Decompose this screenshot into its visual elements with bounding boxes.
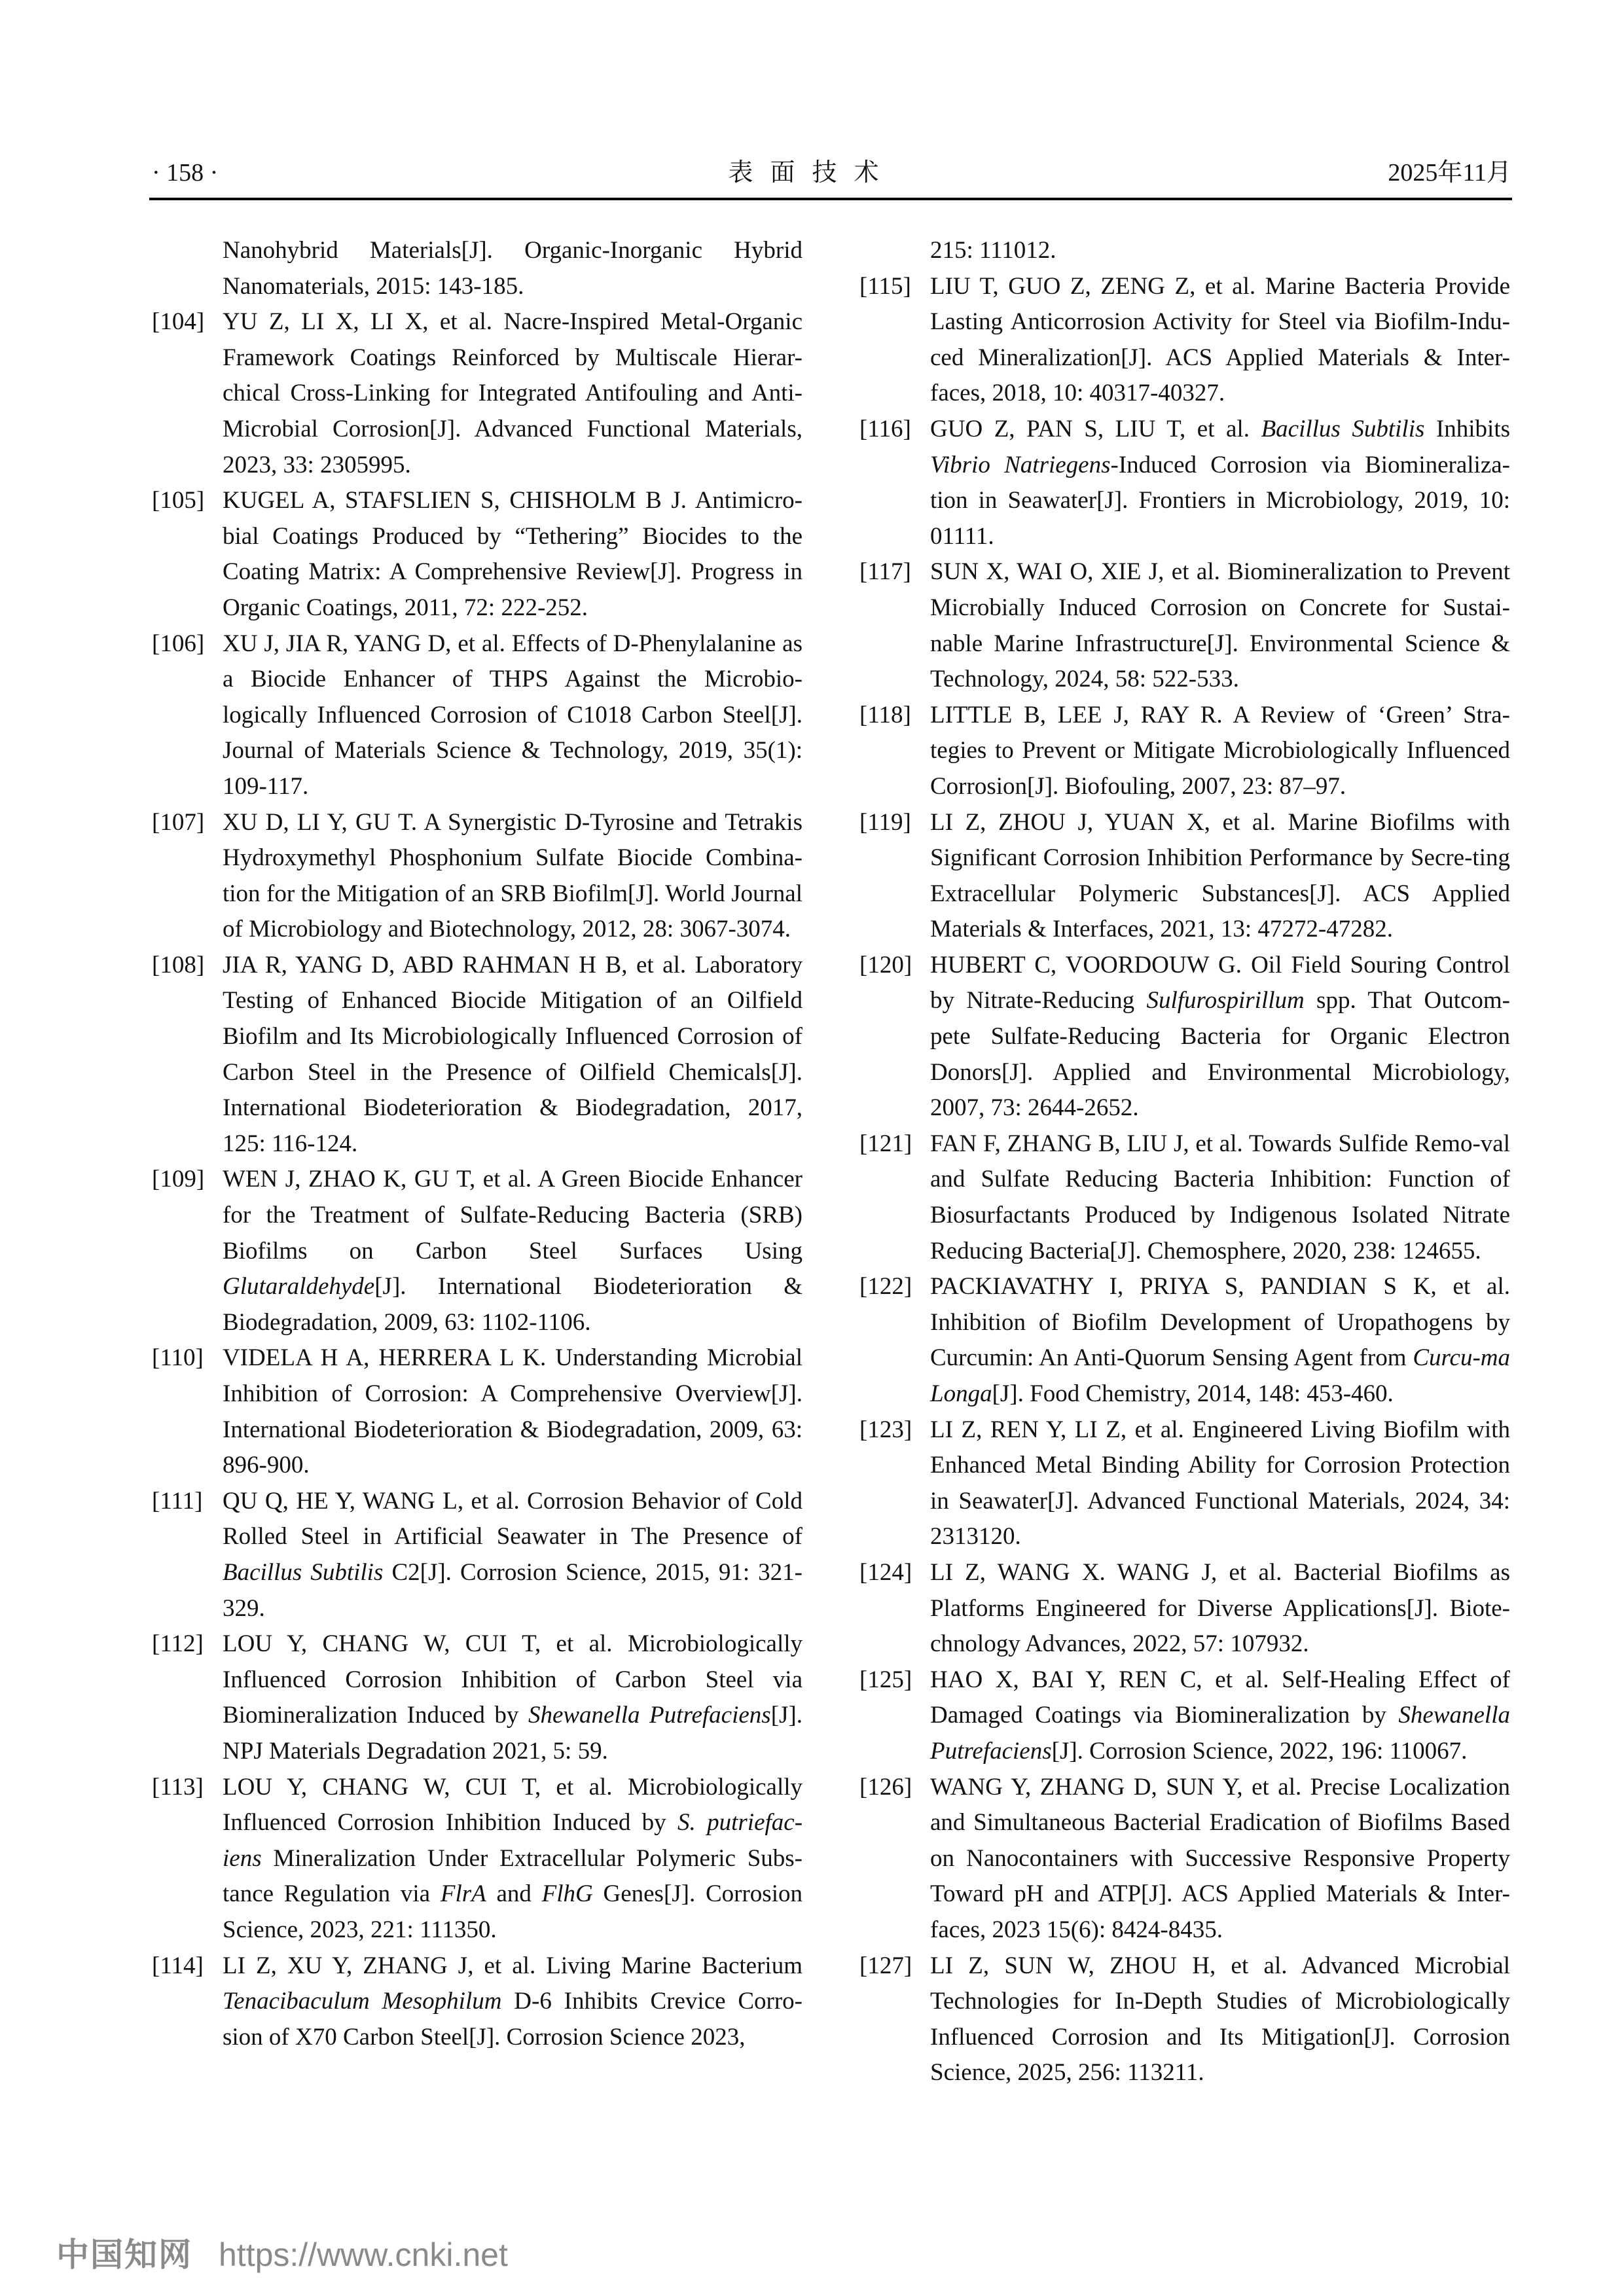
reference-entry bbox=[152, 1484, 803, 1626]
reference-text-segment: VIDELA H A, HERRERA L K. Understanding Microbial Inhibition of Corrosion: A Comprehensive Overview[J]. International Biodeterioration & Biodegradation, 2009, 63: 896-900. bbox=[223, 1344, 803, 1479]
issue-date: 2025年11月 bbox=[1388, 159, 1511, 187]
reference-entry bbox=[152, 1770, 803, 1948]
reference-entry bbox=[859, 698, 1510, 805]
italic-term: Shewanella Putrefaciens bbox=[930, 1702, 1510, 1765]
reference-text-segment: Genes[J]. Corrosion Science, 2023, 221: 111350. bbox=[223, 1880, 803, 1943]
reference-text bbox=[223, 304, 803, 483]
reference-text-segment: LIU T, GUO Z, ZENG Z, et al. Marine Bacteria Provide Lasting Anticorrosion Activity for Steel via Biofilm-Indu-ced Mineralization[J]. ACS Applied Materials & Inter-faces, 2018, 10: 40317-40327. bbox=[930, 272, 1510, 407]
reference-text bbox=[930, 1770, 1510, 1948]
reference-entry bbox=[859, 1770, 1510, 1948]
reference-entry bbox=[152, 626, 803, 805]
reference-number: [107] bbox=[152, 808, 205, 836]
reference-text bbox=[223, 483, 803, 626]
reference-number: [112] bbox=[152, 1630, 204, 1658]
reference-text bbox=[930, 948, 1510, 1126]
reference-number: [115] bbox=[859, 272, 911, 300]
reference-entry bbox=[859, 948, 1510, 1126]
reference-entry bbox=[152, 483, 803, 626]
reference-text-segment: Nanohybrid Materials[J]. Organic-Inorganic Hybrid Nanomaterials, 2015: 143-185. bbox=[223, 237, 803, 300]
reference-text bbox=[223, 948, 803, 1162]
reference-text-segment: QU Q, HE Y, WANG L, et al. Corrosion Behavior of Cold Rolled Steel in Artificial Seawater in The Presence of bbox=[223, 1487, 803, 1551]
reference-text bbox=[223, 1340, 803, 1483]
reference-number: [122] bbox=[859, 1273, 912, 1300]
reference-entry bbox=[152, 304, 803, 483]
reference-entry bbox=[859, 1555, 1510, 1662]
reference-text-segment: [J]. Food Chemistry, 2014, 148: 453-460. bbox=[992, 1380, 1394, 1407]
reference-text-segment: and bbox=[486, 1880, 542, 1908]
reference-text bbox=[930, 1662, 1510, 1770]
reference-entry bbox=[152, 1948, 803, 2056]
reference-number: [105] bbox=[152, 487, 205, 514]
italic-term: Bacillus Subtilis bbox=[1261, 415, 1425, 442]
reference-text bbox=[930, 1126, 1510, 1269]
italic-term: FlhG bbox=[541, 1880, 593, 1908]
italic-term: Shewanella Putrefaciens bbox=[528, 1702, 771, 1729]
reference-number: [127] bbox=[859, 1952, 912, 1979]
reference-text bbox=[930, 1269, 1510, 1412]
reference-text bbox=[223, 626, 803, 805]
italic-term: Vibrio Natriegens bbox=[930, 451, 1111, 478]
reference-text-segment: [J]. NPJ Materials Degradation 2021, 5: 59. bbox=[223, 1702, 803, 1765]
reference-text-segment: GUO Z, PAN S, LIU T, et al. bbox=[930, 415, 1261, 442]
journal-title: 表面技术 bbox=[728, 159, 896, 187]
reference-text-segment: YU Z, LI X, LI X, et al. Nacre-Inspired Metal-Organic Framework Coatings Reinforced by Multiscale Hierar-chical Cross-Linking for Integrated Antifouling and Anti-Microbial Corrosion[J]. Advanced Functional Materials, 2023, 33: 2305995. bbox=[223, 308, 803, 478]
reference-number: [117] bbox=[859, 558, 911, 586]
reference-text bbox=[930, 412, 1510, 554]
reference-text bbox=[930, 1412, 1510, 1555]
reference-text-segment: D-6 Inhibits Crevice Corro-sion of X70 Carbon Steel[J]. Corrosion Science 2023, bbox=[223, 1988, 803, 2051]
reference-text-segment: HUBERT C, VOORDOUW G. Oil Field Souring Control by Nitrate-Reducing bbox=[930, 951, 1510, 1014]
reference-text-segment: WANG Y, ZHANG D, SUN Y, et al. Precise Localization and Simultaneous Bacterial Eradication of Biofilms Based on Nanocontainers with Successive Responsive Property Toward pH and ATP[J]. ACS Applied Materials & Inter-faces, 2023 15(6): 8424-8435. bbox=[930, 1773, 1510, 1943]
reference-text bbox=[930, 805, 1510, 948]
reference-text-segment: [J]. Corrosion Science, 2022, 196: 110067. bbox=[1051, 1737, 1468, 1765]
cnki-url[interactable]: https://www.cnki.net bbox=[219, 2236, 508, 2273]
reference-number: [120] bbox=[859, 951, 912, 978]
reference-entry bbox=[152, 1340, 803, 1483]
reference-text-segment: SUN X, WAI O, XIE J, et al. Biomineralization to Prevent Microbially Induced Corrosion on Concrete for Sustai-nable Marine Infrastructure[J]. Environmental Science & Technology, 2024, 58: 522-533. bbox=[930, 558, 1510, 693]
reference-number: [106] bbox=[152, 630, 205, 657]
header-rule bbox=[149, 198, 1512, 200]
references-right-column bbox=[859, 233, 1510, 2091]
reference-entry bbox=[859, 805, 1510, 948]
reference-number: [113] bbox=[152, 1773, 204, 1801]
reference-text-segment: LI Z, WANG X. WANG J, et al. Bacterial Biofilms as Platforms Engineered for Diverse Applications[J]. Biote-chnology Advances, 2022, 57: 107932. bbox=[930, 1558, 1510, 1658]
reference-entry bbox=[859, 269, 1510, 412]
reference-text bbox=[930, 554, 1510, 697]
reference-text-segment: C2[J]. Corrosion Science, 2015, 91: 321-329. bbox=[223, 1558, 803, 1622]
reference-text-segment: PACKIAVATHY I, PRIYA S, PANDIAN S K, et al. Inhibition of Biofilm Development of Uropathogens by Curcumin: An Anti-Quorum Sensing Agent from bbox=[930, 1273, 1510, 1372]
reference-text-segment: 215: 111012. bbox=[930, 237, 1056, 264]
reference-number: [104] bbox=[152, 308, 205, 336]
reference-text-segment: spp. That Outcom-pete Sulfate-Reducing Bacteria for Organic Electron Donors[J]. Applied and Environmental Microbiology, 2007, 73: 2644-2652. bbox=[930, 987, 1510, 1122]
reference-entry bbox=[859, 412, 1510, 554]
reference-text bbox=[930, 269, 1510, 412]
reference-text-segment: HAO X, BAI Y, REN C, et al. Self-Healing Effect of Damaged Coatings via Biomineralization by bbox=[930, 1666, 1510, 1729]
italic-term: Sulfurospirillum bbox=[1146, 987, 1305, 1014]
reference-text bbox=[930, 233, 1510, 269]
reference-text-segment: JIA R, YANG D, ABD RAHMAN H B, et al. Laboratory Testing of Enhanced Biocide Mitigation of an Oilfield Biofilm and Its Microbiologically Influenced Corrosion of Carbon Steel in the Presence of Oilfield Chemicals[J]. International Biodeterioration & Biodegradation, 2017, 125: 116-124. bbox=[223, 951, 803, 1157]
reference-text-segment: FAN F, ZHANG B, LIU J, et al. Towards Sulfide Remo-val and Sulfate Reducing Bacteria Inhibition: Function of Biosurfactants Produced by Indigenous Isolated Nitrate Reducing Bacteria[J]. Chemosphere, 2020, 238: 124655. bbox=[930, 1130, 1510, 1265]
reference-text-segment: Mineralization Under Extracellular Polymeric Subs-tance Regulation via bbox=[223, 1844, 803, 1908]
italic-term: Glutaraldehyde bbox=[223, 1273, 375, 1300]
reference-text bbox=[930, 1948, 1510, 2091]
reference-text bbox=[223, 1162, 803, 1340]
page-number: · 158 · bbox=[152, 159, 219, 187]
reference-number: [123] bbox=[859, 1416, 912, 1443]
italic-term: Tenacibaculum Mesophilum bbox=[223, 1988, 502, 2015]
reference-number: [108] bbox=[152, 951, 205, 978]
reference-entry bbox=[859, 1662, 1510, 1770]
reference-number: [126] bbox=[859, 1773, 912, 1801]
reference-number: [125] bbox=[859, 1666, 912, 1693]
reference-text-segment: LI Z, REN Y, LI Z, et al. Engineered Living Biofilm with Enhanced Metal Binding Ability for Corrosion Protection in Seawater[J]. Advanced Functional Materials, 2024, 34: 2313120. bbox=[930, 1416, 1510, 1551]
reference-text-segment: LITTLE B, LEE J, RAY R. A Review of ‘Green’ Stra-tegies to Prevent or Mitigate Microbiologically Influenced Corrosion[J]. Biofouling, 2007, 23: 87–97. bbox=[930, 701, 1510, 800]
reference-number: [121] bbox=[859, 1130, 912, 1157]
reference-entry bbox=[152, 1626, 803, 1769]
reference-entry bbox=[859, 1126, 1510, 1269]
reference-text bbox=[930, 1555, 1510, 1662]
reference-entry bbox=[152, 233, 803, 304]
reference-text-segment: LOU Y, CHANG W, CUI T, et al. Microbiologically Influenced Corrosion Inhibition Induced by bbox=[223, 1773, 803, 1837]
reference-text-segment: LOU Y, CHANG W, CUI T, et al. Microbiologically Influenced Corrosion Inhibition of Carbon Steel via Biomineralization Induced by bbox=[223, 1630, 803, 1729]
reference-number: [109] bbox=[152, 1166, 205, 1193]
italic-term: Curcu-ma Longa bbox=[930, 1344, 1510, 1407]
italic-term: S. putriefac-iens bbox=[223, 1809, 803, 1872]
reference-entry bbox=[859, 233, 1510, 269]
reference-entry bbox=[859, 1412, 1510, 1555]
references-left-column bbox=[152, 233, 803, 2055]
reference-number: [118] bbox=[859, 701, 911, 728]
reference-text bbox=[223, 1484, 803, 1626]
reference-number: [124] bbox=[859, 1558, 912, 1586]
reference-text-segment: LI Z, XU Y, ZHANG J, et al. Living Marine Bacterium bbox=[223, 1952, 803, 1979]
reference-entry bbox=[859, 1269, 1510, 1412]
reference-number: [116] bbox=[859, 415, 911, 442]
italic-term: FlrA bbox=[440, 1880, 486, 1908]
reference-text-segment: Inhibits bbox=[1424, 415, 1510, 442]
reference-number: [114] bbox=[152, 1952, 204, 1979]
reference-text-segment: XU D, LI Y, GU T. A Synergistic D-Tyrosine and Tetrakis Hydroxymethyl Phosphonium Sulfate Biocide Combina-tion for the Mitigation of an SRB Biofilm[J]. World Journal of Microbiology and Biotechnology, 2012, 28: 3067-3074. bbox=[223, 808, 803, 943]
reference-text bbox=[223, 233, 803, 304]
reference-text-segment: -Induced Corrosion via Biomineraliza-tion in Seawater[J]. Frontiers in Microbiology, 2019, 10: 01111. bbox=[930, 451, 1510, 550]
reference-entry bbox=[152, 1162, 803, 1340]
italic-term: Bacillus Subtilis bbox=[223, 1558, 384, 1586]
reference-text-segment: LI Z, SUN W, ZHOU H, et al. Advanced Microbial Technologies for In-Depth Studies of Microbiologically Influenced Corrosion and Its Mitigation[J]. Corrosion Science, 2025, 256: 113211. bbox=[930, 1952, 1510, 2087]
cnki-logo-text: 中国知网 bbox=[56, 2236, 192, 2273]
reference-entry bbox=[859, 554, 1510, 697]
reference-entry bbox=[152, 805, 803, 948]
reference-text-segment: KUGEL A, STAFSLIEN S, CHISHOLM B J. Antimicro-bial Coatings Produced by “Tethering” Biocides to the Coating Matrix: A Comprehensive Review[J]. Progress in Organic Coatings, 2011, 72: 222-252. bbox=[223, 487, 803, 621]
reference-text-segment: WEN J, ZHAO K, GU T, et al. A Green Biocide Enhancer for the Treatment of Sulfate-Reducing Bacteria (SRB) Biofilms on Carbon Steel Surfaces Using bbox=[223, 1166, 803, 1265]
reference-text bbox=[223, 1626, 803, 1769]
reference-text bbox=[223, 1948, 803, 2056]
reference-text-segment: [J]. International Biodeterioration & Biodegradation, 2009, 63: 1102-1106. bbox=[223, 1273, 803, 1336]
reference-entry bbox=[859, 1948, 1510, 2091]
reference-number: [110] bbox=[152, 1344, 204, 1372]
reference-text bbox=[930, 698, 1510, 805]
reference-entry bbox=[152, 948, 803, 1162]
watermark-footer bbox=[56, 2229, 508, 2276]
reference-text bbox=[223, 1770, 803, 1948]
reference-number: [119] bbox=[859, 808, 911, 836]
reference-text-segment: XU J, JIA R, YANG D, et al. Effects of D-Phenylalanine as a Biocide Enhancer of THPS Against the Microbio-logically Influenced Corrosion of C1018 Carbon Steel[J]. Journal of Materials Science & Technology, 2019, 35(1): 109-117. bbox=[223, 630, 803, 800]
reference-text bbox=[223, 805, 803, 948]
reference-text-segment: LI Z, ZHOU J, YUAN X, et al. Marine Biofilms with Significant Corrosion Inhibition Performance by Secre-ting Extracellular Polymeric Substances[J]. ACS Applied Materials & Interfaces, 2021, 13: 47272-47282. bbox=[930, 808, 1510, 943]
reference-number: [111] bbox=[152, 1487, 203, 1515]
